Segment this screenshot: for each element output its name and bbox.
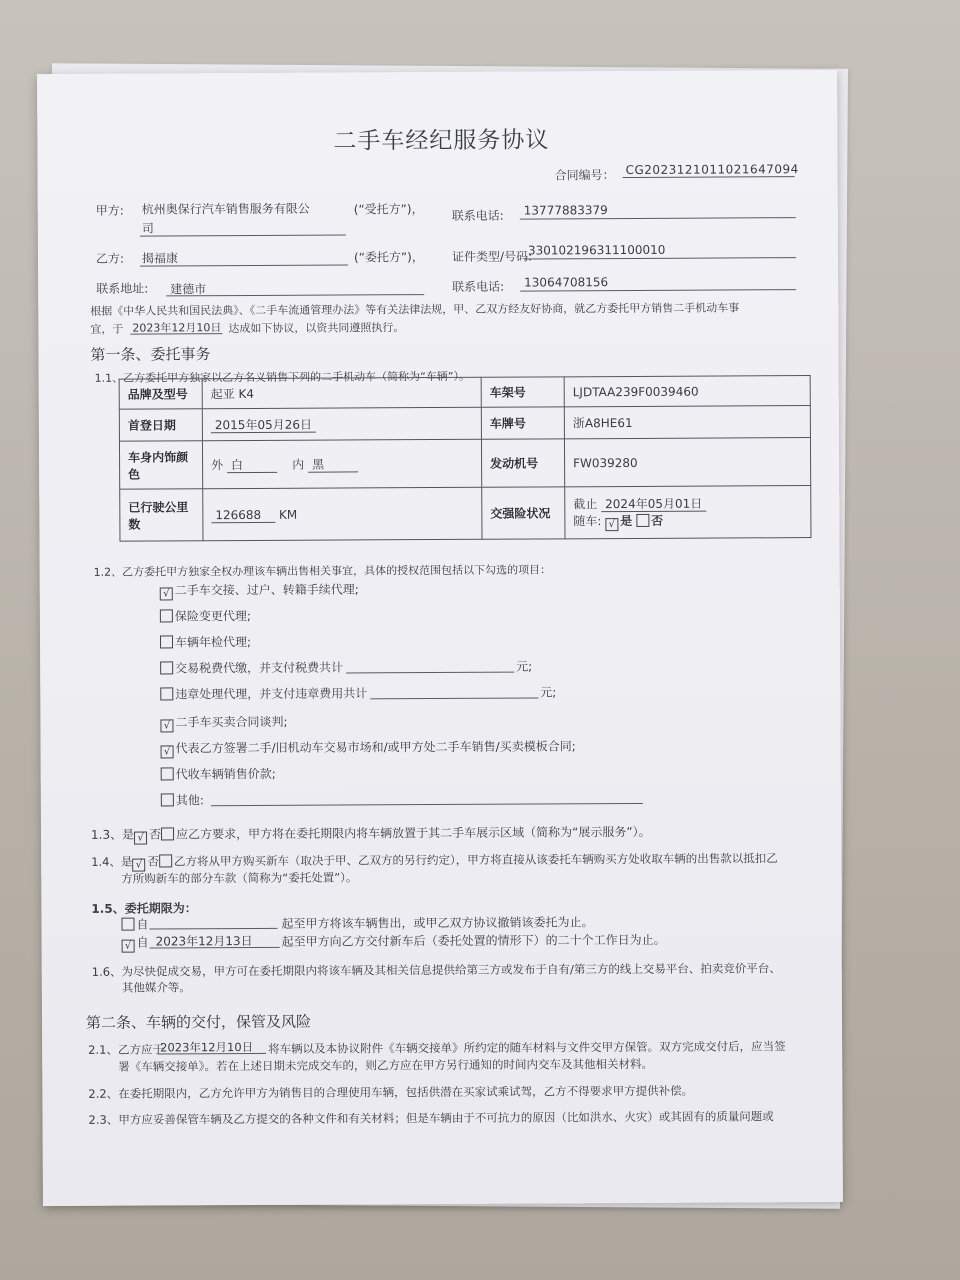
option-6-label: 二手车买卖合同谈判;	[175, 714, 288, 730]
clause-1-4-no-checkbox[interactable]	[159, 854, 172, 867]
option-7-label: 代表乙方签署二手/旧机动车交易市场和/或甲方处二手车销售/买卖模板合同;	[175, 739, 576, 756]
ext-color: 白	[227, 458, 277, 473]
int-color: 黑	[308, 457, 358, 472]
engine-label: 发动机号	[481, 439, 564, 487]
contract-no: CG20231210110216470​94	[625, 162, 799, 178]
clause-1-3-no-checkbox[interactable]	[161, 827, 174, 840]
option-8-checkbox[interactable]	[161, 767, 174, 780]
option-2-label: 保险变更代理;	[174, 608, 251, 624]
option-1-checkbox[interactable]: √	[160, 587, 173, 600]
term-option-1-text: 起至甲方将该车辆售出，或甲乙双方协议撤销该委托为止。	[281, 915, 594, 931]
term-option-2-checkbox[interactable]: √	[122, 940, 135, 953]
vin-label: 车架号	[481, 377, 564, 407]
clause-1-4-start: 1.4、是	[91, 854, 133, 869]
preamble-date: 2023年12月10日	[132, 321, 222, 335]
option-3-label: 车辆年检代理;	[174, 634, 252, 650]
party-b-addr: 建德市	[170, 282, 207, 297]
document-title: 二手车经纪服务协议	[333, 127, 550, 155]
clause-2-1-line2: 署《车辆交接单》。若在上述日期未完成交车的，则乙方应在甲方另行通知的时间内交车及其他相关材料。	[118, 1056, 654, 1074]
clause-2-1-start: 2.1、乙方应于	[88, 1042, 164, 1057]
option-9-label: 其他:	[175, 793, 204, 808]
insurance-yes-checkbox[interactable]: √	[605, 518, 618, 531]
int-prefix: 内	[292, 457, 305, 472]
option-7-checkbox[interactable]: √	[161, 745, 174, 758]
clause-1-5: 1.5、委托期限为：	[91, 901, 197, 916]
insurance-label: 交强险状况	[482, 487, 565, 539]
party-b-phone-label: 联系电话:	[452, 279, 505, 294]
reg-date-value: 2015年05月26日	[211, 418, 316, 434]
party-a-name-line1: 杭州奥保行汽车销售服务有限公	[141, 201, 310, 217]
option-4	[160, 659, 343, 677]
term-option-2	[122, 934, 149, 953]
party-a-label: 甲方:	[95, 203, 124, 218]
insurance-follow-label: 随车:	[573, 513, 602, 528]
article1-heading: 第一条、委托事务	[90, 345, 211, 364]
contract-page	[37, 70, 843, 1206]
option-2	[160, 607, 251, 624]
vin-value: LJDTAA239F0039460	[564, 376, 810, 407]
option-7	[161, 737, 576, 758]
party-a-name-line2: 司	[141, 221, 154, 236]
party-a-phone: 13777883379	[523, 203, 608, 218]
article2-heading: 第二条、车辆的交付，保管及风险	[85, 1012, 312, 1032]
clause-2-1-text: 将车辆以及本协议附件《车辆交接单》所约定的随车材料与文件交甲方保管。双方完成交付后，应当签	[268, 1039, 786, 1056]
option-5-checkbox[interactable]	[160, 687, 173, 700]
option-5	[160, 684, 367, 702]
term-option-2-text: 起至甲方向乙方交付新车后（委托处置的情形下）的二十个工作日为止。	[281, 932, 666, 949]
term-option-1-checkbox[interactable]	[121, 918, 134, 931]
km-value: 126688	[211, 507, 275, 522]
option-4-label: 交易税费代缴，并支付税费共计	[175, 660, 344, 676]
clause-1-3-no-label: 否	[149, 827, 162, 842]
party-a-role: (“受托方”)，	[353, 202, 424, 217]
option-8	[161, 765, 276, 783]
insurance-cell	[565, 486, 811, 539]
option-5-unit: 元;	[540, 685, 557, 700]
clause-1-6-line1: 1.6、为尽快促成交易，甲方可在委托期限内将该车辆及其相关信息提供给第三方或发布于自有/第三方的线上交易平台、拍卖竞价平台、	[91, 961, 781, 979]
option-3-checkbox[interactable]	[160, 635, 173, 648]
clause-1-2: 1.2、乙方委托甲方独家全权办理该车辆出售相关事宜，具体的授权范围包括以下勾选的项目：	[93, 563, 552, 579]
preamble-line2-start: 宜，于	[90, 322, 124, 336]
clause-2-2: 2.2、在委托期限内，乙方允许甲方为销售目的合理使用车辆，包括供潜在买家试乘试驾，乙方不得要求甲方提供补偿。	[88, 1083, 694, 1101]
clause-1-3	[91, 823, 651, 845]
option-9-checkbox[interactable]	[161, 793, 174, 806]
clause-1-4	[91, 850, 778, 872]
clause-1-3-yes-checkbox[interactable]: √	[134, 832, 147, 845]
km-unit: KM	[278, 507, 298, 522]
color-label: 车身内饰颜色	[119, 441, 202, 489]
insurance-no-label: 否	[651, 513, 664, 528]
party-b-phone: 13064708156	[524, 275, 609, 290]
contract-no-label: 合同编号：	[554, 168, 615, 183]
party-a-phone-label: 联系电话:	[451, 208, 504, 223]
party-b-name: 揭福康	[141, 251, 179, 266]
option-3	[160, 633, 251, 650]
insurance-yes-label: 是	[620, 513, 633, 528]
party-b-label: 乙方:	[95, 251, 125, 266]
km-cell	[203, 487, 482, 540]
clause-2-1-date: 2023年12月10日	[160, 1039, 254, 1055]
party-b-id-label: 证件类型/号码:	[451, 249, 533, 264]
clause-1-4-text: 乙方将从甲方购买新车（取决于甲、乙双方的另行约定），甲方将直接从该委托车辆购买方处收取车辆的出售款以抵扣乙	[173, 851, 778, 869]
clause-1-4-no-label: 否	[147, 854, 159, 869]
preamble-line2-end: 达成如下协议，以资共同遵照执行。	[228, 321, 405, 336]
option-9	[161, 791, 204, 808]
party-b-role: (“委托方”)，	[353, 250, 424, 265]
option-5-label: 违章处理代理，并支付违章费用共计	[175, 686, 368, 702]
ext-prefix: 外	[211, 458, 224, 473]
option-2-checkbox[interactable]	[160, 609, 173, 622]
insurance-no-checkbox[interactable]	[636, 513, 649, 526]
vehicle-table	[119, 375, 812, 542]
clause-1-4-line2: 方所购新车的部分车款（简称为“委托处置”）。	[121, 870, 358, 886]
brand-label: 品牌及型号	[119, 379, 202, 409]
option-6-checkbox[interactable]: √	[160, 719, 173, 732]
party-b-id: 330102196311100010	[527, 242, 666, 258]
clause-1-4-yes-checkbox[interactable]: √	[132, 859, 145, 872]
plate-value: 浙A8HE61	[564, 406, 810, 439]
term-option-1	[121, 916, 148, 933]
plate-label: 车牌号	[481, 407, 564, 439]
reg-date-cell	[202, 407, 481, 440]
clause-1-6-line2: 其他媒介等。	[121, 980, 191, 995]
preamble-line1: 根据《中华人民共和国民法典》、《二手车流通管理办法》等有关法律法规，甲、乙双方经友好协商，就乙方委托甲方销售二手机动车事	[90, 301, 740, 318]
option-6	[160, 713, 287, 733]
option-1	[160, 580, 359, 600]
option-4-unit: 元;	[516, 659, 533, 674]
term-option-1-prefix: 自	[136, 917, 149, 932]
party-b-addr-label: 联系地址:	[96, 281, 149, 296]
term-option-2-prefix: 自	[136, 935, 149, 950]
option-1-label: 二手车交接、过户、转籍手续代理;	[174, 582, 359, 598]
option-4-checkbox[interactable]	[160, 661, 173, 674]
clause-1-3-start: 1.3、是	[90, 827, 135, 842]
color-cell	[202, 439, 481, 488]
term-option-2-date: 2023年12月13日	[155, 933, 253, 949]
clause-2-3: 2.3、甲方应妥善保管车辆及乙方提交的各种文件和有关材料；但是车辆由于不可抗力的原因（比如洪水、火灾）或其固有的质量问题或	[88, 1109, 774, 1127]
insurance-date: 2024年05月01日	[601, 496, 706, 512]
km-label: 已行驶公里数	[120, 489, 203, 541]
reg-date-label: 首登日期	[119, 409, 202, 441]
engine-value: FW039280	[564, 438, 810, 487]
clause-1-1: 1.1、乙方委托甲方独家以乙方名义销售下列的二手机动车（简称为“车辆”）。	[94, 369, 471, 385]
brand-value: 起亚 K4	[202, 377, 481, 408]
option-8-label: 代收车辆销售价款;	[175, 766, 276, 782]
clause-1-3-text: 应乙方要求，甲方将在委托期限内将车辆放置于其二手车展示区域（简称为“展示服务”）。	[176, 824, 651, 842]
insurance-prefix: 截止	[573, 496, 598, 511]
